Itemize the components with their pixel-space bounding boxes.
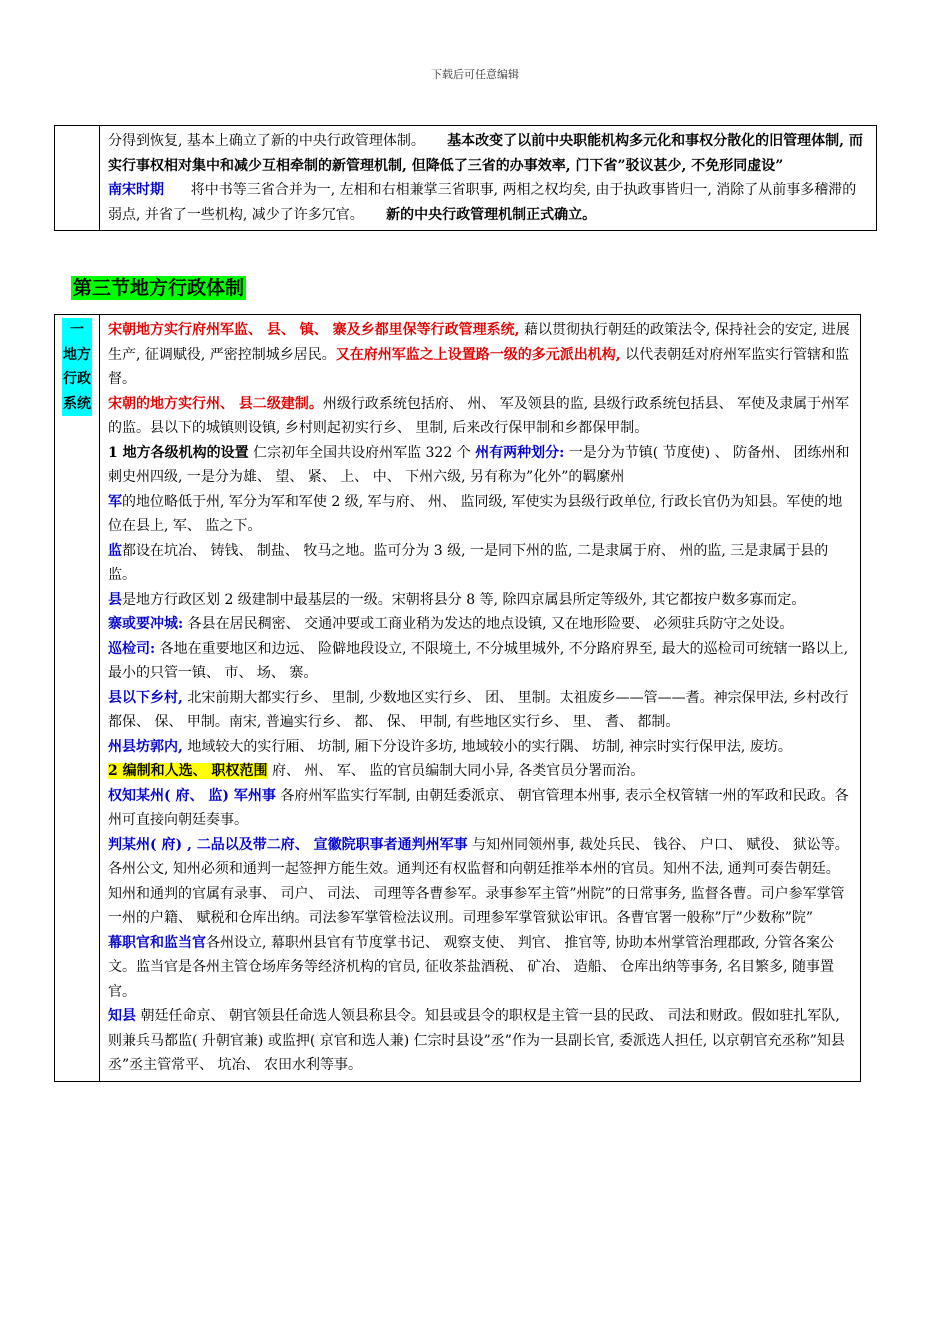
table2-content-cell xyxy=(100,315,861,1082)
text-span: 地域较大的实行厢、 坊制, 厢下分设许多坊, 地域较小的实行隅、 坊制, 神宗时实行保甲法, 废坊。 xyxy=(182,738,792,755)
side-label-2: 地方 xyxy=(62,343,92,368)
subheading-2: 2 编制和人选、 职权范围 xyxy=(108,763,268,779)
red-text: 又在府州军监之上设置路一级的多元派出机构, xyxy=(335,346,621,363)
red-text: 宋朝的地方实行州、 县二级建制。 xyxy=(108,395,323,412)
para-bianzhi xyxy=(108,759,852,784)
text-span: 各府州军监实行军制, 由朝廷委派京、 朝官管理本州事, 表示全权管辖一州的军政和民政。各州可直接向朝廷奏事。 xyxy=(108,787,849,828)
table1-content-cell xyxy=(100,126,877,231)
southern-song-label: 南宋时期 xyxy=(108,182,164,198)
bold-span: 新的中央行政管理机制正式确立。 xyxy=(386,206,597,223)
text-span: 藉以贯彻执行朝廷的政策法令, 保持社会的安定, 进展生产, 征调赋役, 严密控制城乡居民。 xyxy=(108,322,850,363)
para-tongpan xyxy=(108,833,852,931)
para-xunjiansi xyxy=(108,637,852,686)
text-span: 朝廷任命京、 朝官领县任命选人领县称县令。知县或县令的职权是主管一县的民政、 司法和财政。假如驻扎军队, 则兼兵马都监( 升朝官兼) 或监押( 京官和选人兼) 仁宗时县设”丞”作为一县副长官, 委派选人担任, 以京朝官充丞称”知县丞”丞主管常平、 坑冶、 农田水利等事。 xyxy=(108,1008,845,1073)
blue-term: 寨或要冲城: xyxy=(108,616,184,632)
para-zhizhou xyxy=(108,784,852,833)
para-overview xyxy=(108,318,852,392)
text-span: 是地方行政区划 2 级建制中最基层的一级。宋朝将县分 8 等, 除四京属县所定等级外, 其它都按户数多寡而定。 xyxy=(122,591,806,608)
para-jun xyxy=(108,490,852,539)
table1-side-cell xyxy=(55,126,100,231)
text-span: 将中书等三省合并为一, 左相和右相兼掌三省职事, 两相之权均矣, 由于执政事皆归一, 消除了从前事多稽滞的弱点, 并省了一些机构, 减少了许多冗官。 xyxy=(108,182,857,223)
blue-term: 州县坊郭内, xyxy=(108,738,183,755)
text-span: 的地位略低于州, 军分为军和军使 2 级, 军与府、 州、 监同级, 军使实为县级行政单位, 行政长官仍为知县。军使的地位在县上, 军、 监之下。 xyxy=(108,493,843,534)
local-admin-table xyxy=(54,314,861,1082)
side-label-3: 行政 xyxy=(62,367,92,392)
para-xian xyxy=(108,588,852,613)
header-note: 下载后可任意编辑 xyxy=(431,68,519,81)
side-label-4: 系统 xyxy=(62,392,92,417)
blue-term: 知县 xyxy=(108,1008,136,1024)
bold-span: 基本改变了以前中央职能机构多元化和事权分散化的旧管理体制, 而实行事权相对集中和减少互相牵制的新管理机制, 但降低了三省的办事效率, 门下省”驳议甚少, 不免形同虚设” xyxy=(108,133,863,174)
blue-term: 县 xyxy=(108,591,122,608)
central-admin-table xyxy=(54,125,877,231)
table1-paragraph-1 xyxy=(108,129,868,178)
text-span: 北宋前期大都实行乡、 里制, 少数地区实行乡、 团、 里制。太祖废乡——管——耆。神宗保甲法, 乡村改行都保、 保、 甲制。南宋, 普遍实行乡、 都、 保、 甲制, 有些地区实行乡、 里、 耆、 都制。 xyxy=(108,689,849,730)
para-zhou xyxy=(108,441,852,490)
para-fangguo xyxy=(108,735,852,760)
subheading-1: 1 地方各级机构的设置 xyxy=(108,444,249,461)
side-label-1: 一 xyxy=(62,318,92,343)
text-span: 分得到恢复, 基本上确立了新的中央行政管理体制。 xyxy=(108,133,425,149)
text-span: 以代表朝廷对府州军监实行管辖和监督。 xyxy=(108,346,850,387)
section-title: 第三节地方行政体制 xyxy=(73,277,245,299)
blue-term: 县以下乡村, xyxy=(108,689,183,706)
table1-paragraph-2 xyxy=(108,178,868,227)
para-xiangcun xyxy=(108,686,852,735)
text-span: 各州设立, 幕职州县官有节度掌书记、 观察支使、 判官、 推官等, 协助本州掌管治理郡政, 分管各案公文。监当官是各州主管仓场库务等经济机构的官员, 征收茶盐酒税、 矿冶、 造船、 仓库出纳等事务, 名目繁多, 随事置官。 xyxy=(108,934,835,1000)
text-span: 各地在重要地区和边远、 险僻地段设立, 不限境土, 不分城里城外, 不分路府界至, 最大的巡检司可统辖一路以上, 最小的只管一镇、 市、 场、 寨。 xyxy=(108,640,849,681)
para-muzhi xyxy=(108,931,852,1005)
text-span: 州级行政系统包括府、 州、 军及领县的监, 县级行政系统包括县、 军使及隶属于州军的监。县以下的城镇则设镇, 乡村则起初实行乡、 里制, 后来改行保甲制和乡都保甲制。 xyxy=(108,395,850,436)
text-span: 仁宗初年全国共设府州军监 322 个 xyxy=(248,444,476,461)
blue-term: 州有两种划分: xyxy=(475,444,565,461)
para-zhixian xyxy=(108,1004,852,1078)
blue-term: 监 xyxy=(108,542,122,559)
para-zhai xyxy=(108,612,852,637)
para-two-tier xyxy=(108,392,852,441)
red-text: 宋朝地方实行府州军监、 县、 镇、 寨及乡都里保等行政管理系统, xyxy=(108,322,520,338)
blue-term: 军 xyxy=(108,493,122,510)
text-span: 与知州同领州事, 裁处兵民、 钱谷、 户口、 赋役、 狱讼等。各州公文, 知州必须和通判一起签押方能生效。通判还有权监督和向朝廷推举本州的官员。知州不法, 通判可奏告朝廷。知州和通判的官属有录事、 司户、 司法、 司理等各曹参军。录事参军主管”州院”的日常事务, 监督各曹。司户参军掌管一州的户籍、 赋税和仓库出纳。司法参军掌管检法议刑。司理参军掌管狱讼审讯。各曹官署一般称”厅”少数称”院” xyxy=(108,836,849,926)
blue-term: 幕职官和监当官 xyxy=(108,934,206,951)
text-span: 府、 州、 军、 监的官员编制大同小异, 各类官员分署而治。 xyxy=(267,763,645,779)
para-jian xyxy=(108,539,852,588)
text-span: 都设在坑冶、 铸钱、 制盐、 牧马之地。监可分为 3 级, 一是同下州的监, 二是隶属于府、 州的监, 三是隶属于县的监。 xyxy=(108,542,829,583)
blue-term: 判某州( 府) , 二品以及带二府、 宣徽院职事者通判州军事 xyxy=(108,836,468,853)
blue-term: 权知某州( 府、 监) 军州事 xyxy=(108,787,276,804)
text-span: 各县在居民稠密、 交通冲要或工商业稍为发达的地点设镇, 又在地形险要、 必须驻兵防守之处设。 xyxy=(183,616,794,632)
table2-side-cell xyxy=(55,315,100,1082)
text-span: 一是分为节镇( 节度使) 、 防备州、 团练州和刺史州四级, 一是分为雄、 望、 紧、 上、 中、 下州六级, 另有称为”化外”的羁縻州 xyxy=(108,444,850,485)
blue-term: 巡检司: xyxy=(108,640,156,657)
